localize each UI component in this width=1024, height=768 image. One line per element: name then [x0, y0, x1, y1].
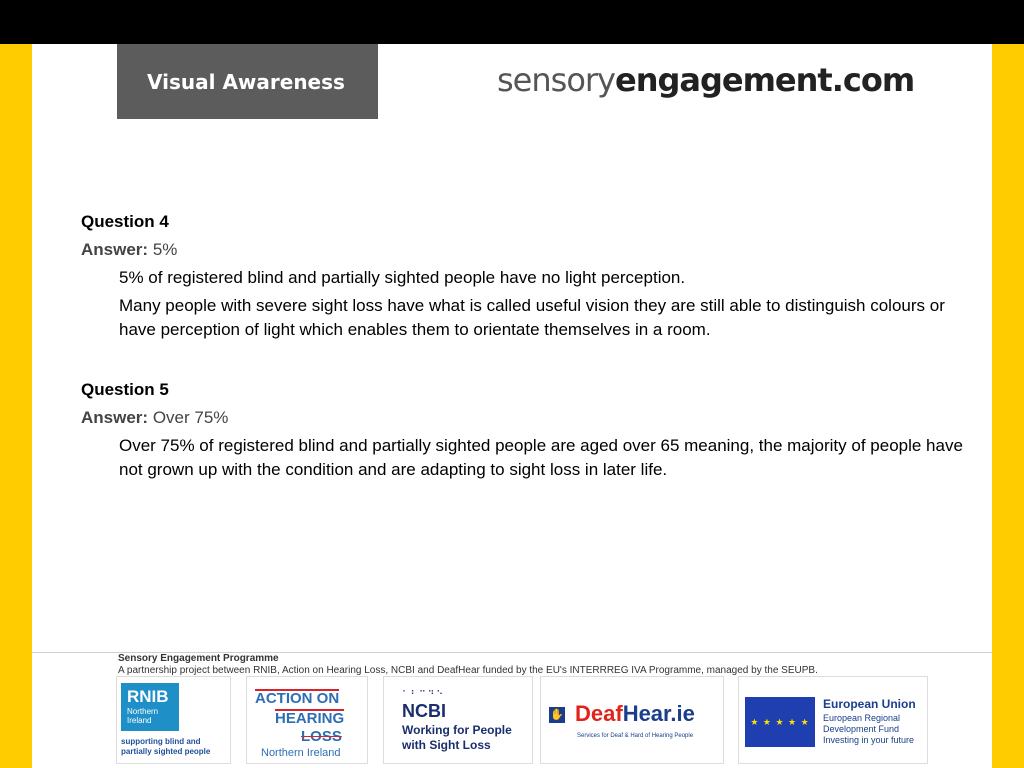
- deafhear-logo: [540, 676, 724, 764]
- answer-label: Answer:: [81, 240, 149, 259]
- answer-paragraph: Many people with severe sight loss have what is called useful vision they are still able to distinguish colours or have perception of light which enables them to orientate themselves in a room.: [119, 296, 945, 339]
- question-heading: Question 4: [81, 212, 169, 231]
- programme-credit: [118, 653, 818, 677]
- section-question-5: [81, 378, 981, 482]
- ncbi-logo: [383, 676, 533, 764]
- aohl-line3: LOSS: [301, 728, 342, 745]
- rnib-tagline: [121, 737, 210, 757]
- aohl-region: Northern Ireland: [261, 747, 341, 759]
- deafhear-part2: Hear.ie: [622, 701, 695, 726]
- ncbi-name: NCBI: [402, 701, 446, 721]
- top-bar: [0, 0, 1024, 44]
- aohl-line1: ACTION ON: [255, 690, 340, 707]
- eu-line2: Development Fund: [823, 724, 900, 734]
- eu-text: [823, 713, 914, 746]
- action-on-hearing-loss-logo: [246, 676, 368, 764]
- partner-logos: [116, 676, 936, 766]
- eu-line1: European Regional: [823, 713, 901, 723]
- deafhear-part1: Deaf: [575, 701, 623, 726]
- site-logo-part1: sensory: [497, 61, 615, 99]
- aohl-line2: HEARING: [275, 710, 345, 727]
- rnib-region1: Northern: [127, 707, 159, 716]
- answer-label: Answer:: [81, 408, 149, 427]
- deafhear-name: [575, 701, 695, 727]
- eu-title: European Union: [823, 697, 916, 711]
- ncbi-tagline: [402, 723, 512, 753]
- visual-awareness-badge: [117, 44, 378, 119]
- deafhear-emblem-icon: ✋: [550, 709, 564, 721]
- answer-value: Over 75%: [152, 408, 229, 427]
- section-question-4: [81, 210, 981, 342]
- rnib-region2: Ireland: [127, 716, 152, 725]
- slide-page: [32, 44, 992, 768]
- eu-flag-icon: ★ ★ ★ ★ ★: [745, 697, 815, 747]
- rnib-logo: [116, 676, 231, 764]
- ncbi-tag-line2: with Sight Loss: [402, 738, 491, 752]
- programme-text: A partnership project between RNIB, Action on Hearing Loss, NCBI and DeafHear funded by the EU's INTERRREG IVA Programme, managed by the SEUPB.: [118, 665, 818, 676]
- deafhear-tagline: Services for Deaf & Hard of Hearing People: [577, 733, 694, 739]
- answer-paragraph: Over 75% of registered blind and partially sighted people are aged over 65 meaning, the majority of people have not grown up with the condition and are adapting to sight loss in later life.: [119, 436, 963, 479]
- programme-title: Sensory Engagement Programme: [118, 653, 279, 664]
- rnib-badge: [121, 683, 179, 731]
- rnib-name: RNIB: [127, 687, 169, 706]
- answer-line: [81, 238, 981, 262]
- site-logo: [497, 61, 914, 99]
- eu-line3: Investing in your future: [823, 735, 915, 745]
- eu-logo: [738, 676, 928, 764]
- braille-dots-icon: ⠁⠃⠉⠙⠑: [402, 689, 445, 699]
- answer-paragraph: 5% of registered blind and partially sighted people have no light perception.: [119, 268, 686, 287]
- rnib-tag-line2: partially sighted people: [121, 747, 211, 756]
- ncbi-tag-line1: Working for People: [402, 723, 512, 737]
- rnib-tag-line1: supporting blind and: [121, 737, 201, 746]
- left-yellow-bar: [0, 44, 32, 768]
- question-heading: Question 5: [81, 380, 169, 399]
- answer-value: 5%: [152, 240, 178, 259]
- answer-line: [81, 406, 981, 430]
- right-yellow-bar: [992, 44, 1024, 768]
- qa-content: [81, 210, 981, 486]
- badge-text: Visual Awareness: [147, 69, 345, 94]
- site-logo-part2: engagement.com: [614, 61, 915, 99]
